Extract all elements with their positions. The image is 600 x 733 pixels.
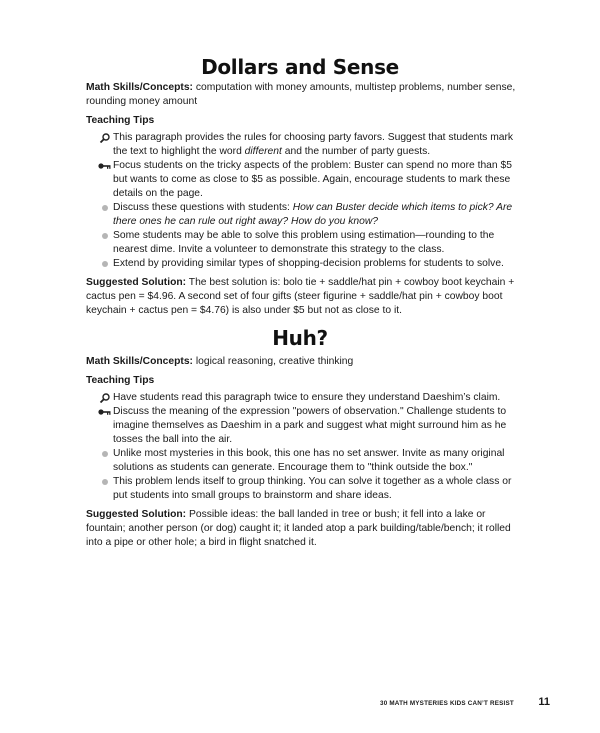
section-title: Dollars and Sense (201, 55, 399, 79)
solution-label: Suggested Solution: (86, 509, 187, 520)
teaching-tips-heading: Teaching Tips (86, 375, 155, 386)
tip-item: Focus students on the tricky aspects of the problem: Buster can spend no more than $5 but wants to come as close to $5 as possible. Again, encourage students to mark these details on the page. (86, 159, 516, 201)
dot-bullet-icon (102, 451, 108, 457)
magnifier-icon (98, 133, 111, 143)
dot-bullet-icon (102, 233, 108, 239)
footer-book-title: 30 MATH MYSTERIES KIDS CAN’T RESIST (380, 700, 514, 707)
tip-item: Extend by providing similar types of shopping-decision problems for students to solve. (86, 257, 516, 271)
magnifier-icon (98, 393, 111, 403)
solution-text: The best solution is: bolo tie + saddle/hat pin + cowboy boot keychain + cactus pen = $4.96. A second set of four gifts (steer figurine + saddle/hat pin + cowboy boot keychain + cactus pen = $4.76) is also under $5 but not as close to it. (86, 277, 515, 316)
tip-item: This paragraph provides the rules for choosing party favors. Suggest that students mark the text to highlight the word different and the number of party guests. (86, 131, 516, 159)
tip-item: Have students read this paragraph twice to ensure they understand Daeshim’s claim. (86, 391, 516, 405)
skills-text: computation with money amounts, multistep problems, number sense, rounding money amount (86, 82, 516, 107)
skills-text: logical reasoning, creative thinking (193, 356, 354, 367)
skills-line (86, 81, 516, 109)
page-number: 11 (538, 696, 550, 708)
page-footer (360, 696, 550, 710)
section-title: Huh? (272, 326, 328, 350)
section-huh (86, 355, 516, 550)
skills-label: Math Skills/Concepts: (86, 82, 193, 93)
solution-label: Suggested Solution: (86, 277, 187, 288)
skills-line (86, 355, 516, 369)
tip-item: This problem lends itself to group thinking. You can solve it together as a whole class or put students into small groups to brainstorm and share ideas. (86, 475, 516, 503)
solution-text: Possible ideas: the ball landed in tree or bush; it fell into a lake or fountain; another person (or dog) caught it; it landed atop a park building/table/bench; it rolled into a pipe or other hole; a bird in flight snatched it. (86, 509, 511, 548)
teaching-tips-heading: Teaching Tips (86, 115, 155, 126)
tip-item: Discuss the meaning of the expression "powers of observation." Challenge students to imagine themselves as Daeshim in a park and suggest what might surround him as he tosses the ball into the air. (86, 405, 516, 447)
tip-item: Discuss these questions with students: How can Buster decide which items to pick? Are there ones he can rule out right away? How do you know? (86, 201, 516, 229)
skills-label: Math Skills/Concepts: (86, 356, 193, 367)
teaching-tips-list (86, 391, 516, 503)
key-icon (98, 407, 111, 417)
tip-item: Some students may be able to solve this problem using estimation—rounding to the nearest dime. Invite a volunteer to demonstrate this strategy to the class. (86, 229, 516, 257)
dot-bullet-icon (102, 205, 108, 211)
dot-bullet-icon (102, 479, 108, 485)
section-dollars-and-sense (86, 81, 516, 318)
teaching-tips-list (86, 131, 516, 271)
dot-bullet-icon (102, 261, 108, 267)
key-icon (98, 161, 111, 171)
suggested-solution (86, 508, 516, 550)
suggested-solution (86, 276, 516, 318)
tip-item: Unlike most mysteries in this book, this one has no set answer. Invite as many original solutions as students can generate. Encourage them to "think outside the box." (86, 447, 516, 475)
